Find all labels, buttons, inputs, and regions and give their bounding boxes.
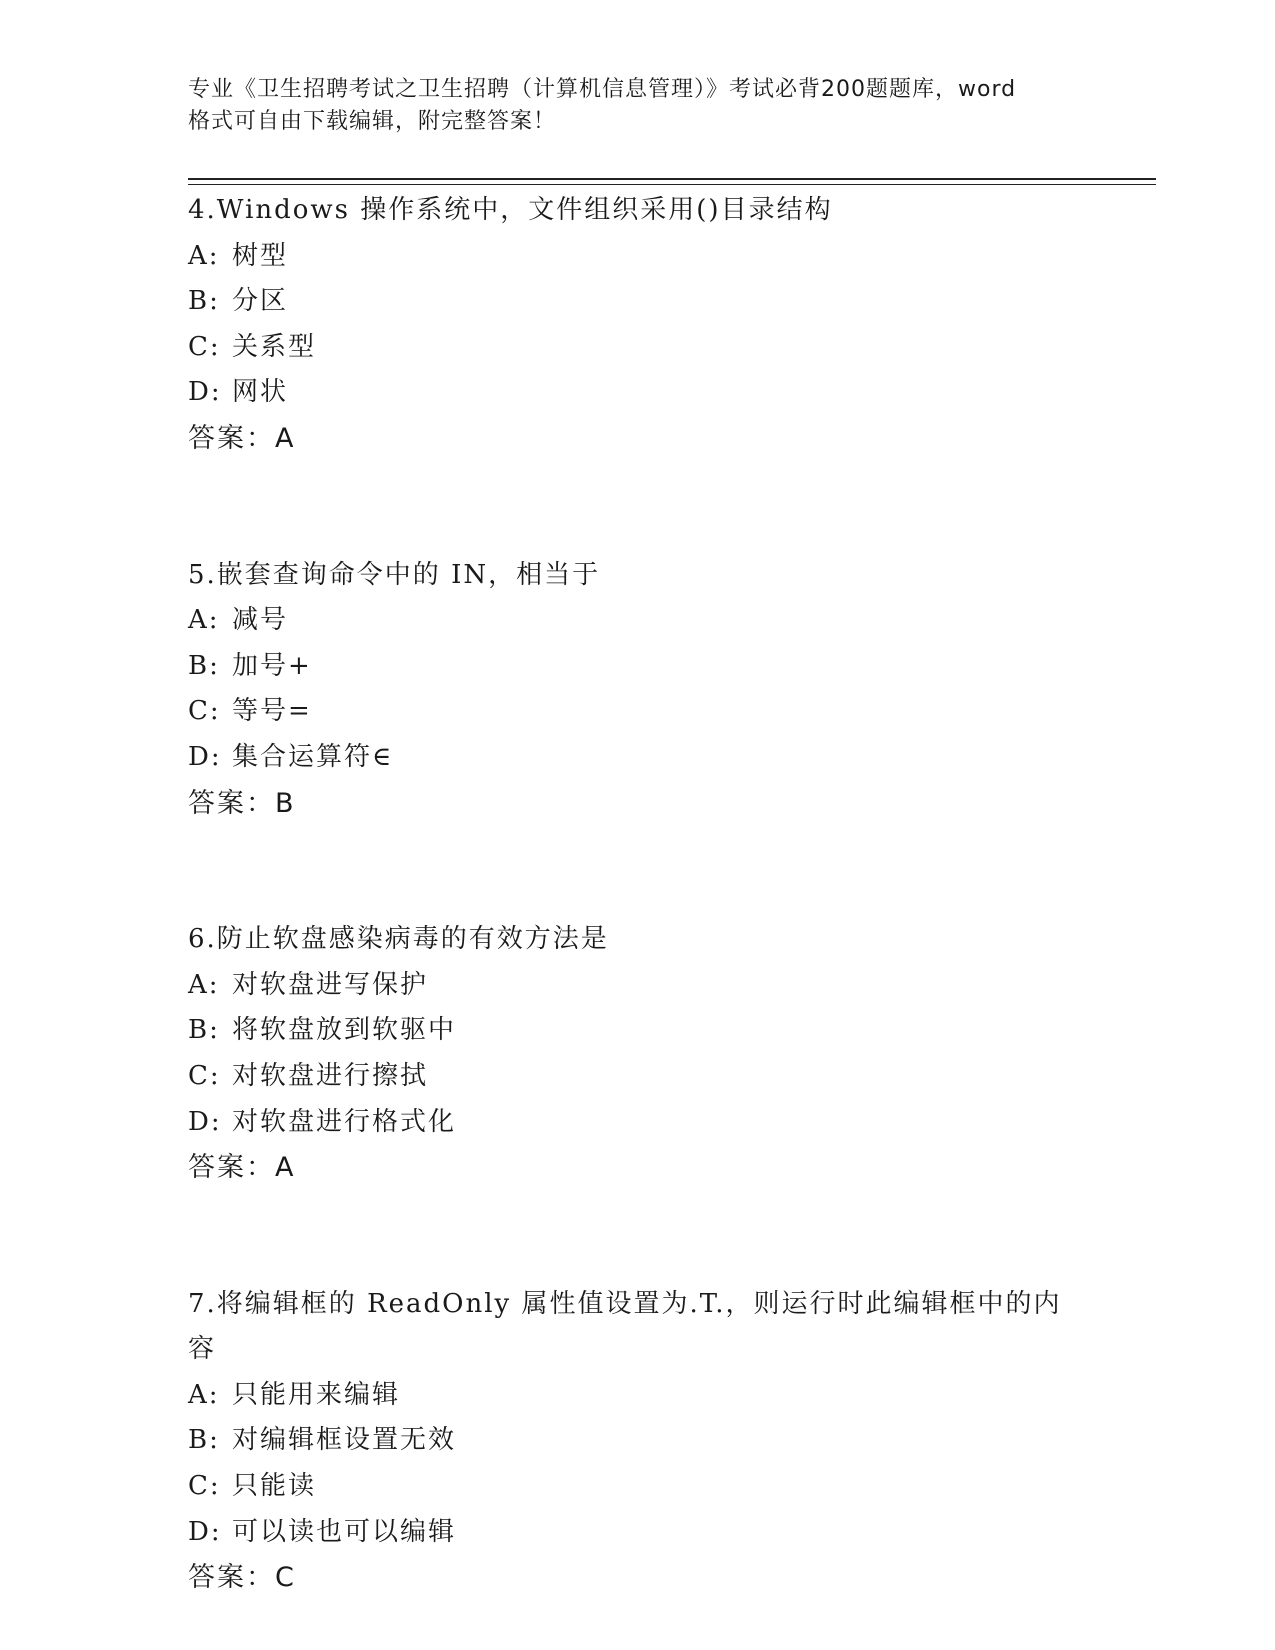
option-d — [188, 1510, 1088, 1556]
option-c — [188, 1054, 1088, 1100]
option-text: 只能用来编辑 — [232, 1379, 401, 1410]
header-title-line-1: 专业《卫生招聘考试之卫生招聘（计算机信息管理）》考试必背200题题库，word — [188, 77, 1017, 102]
option-c — [188, 325, 1088, 371]
option-a — [188, 598, 1088, 644]
answer-text: 答案：C — [188, 1562, 296, 1594]
header-divider-thin — [188, 184, 1156, 185]
option-a — [188, 963, 1088, 1009]
question-spacer — [188, 462, 1088, 553]
question-item — [188, 553, 1088, 918]
question-item — [188, 1282, 1088, 1601]
answer-text: 答案：B — [188, 787, 296, 819]
option-text: 等号= — [232, 696, 312, 727]
option-key: A: — [188, 1379, 220, 1410]
option-text: 对软盘进行擦拭 — [232, 1060, 429, 1091]
option-text: 集合运算符∈ — [232, 741, 394, 772]
option-key: D: — [188, 377, 222, 408]
option-a — [188, 1373, 1088, 1419]
option-c — [188, 689, 1088, 735]
option-key: B: — [188, 650, 220, 681]
option-key: C: — [188, 1060, 221, 1091]
option-text: 减号 — [232, 605, 289, 636]
option-text: 关系型 — [232, 331, 317, 362]
question-text: 5.嵌套查询命令中的 IN，相当于 — [188, 559, 601, 590]
option-key: B: — [188, 286, 220, 317]
question-text: 6.防止软盘感染病毒的有效方法是 — [188, 924, 609, 955]
option-text: 只能读 — [232, 1471, 317, 1502]
question-text: 4.Windows 操作系统中，文件组织采用()目录结构 — [188, 195, 833, 225]
option-key: A: — [188, 240, 220, 271]
question-item — [188, 188, 1088, 553]
option-key: C: — [188, 331, 221, 362]
document-header — [188, 74, 1088, 138]
question-list — [188, 188, 1088, 1601]
option-text: 树型 — [232, 240, 289, 271]
option-text: 将软盘放到软驱中 — [232, 1015, 457, 1046]
option-d — [188, 1100, 1088, 1146]
option-d — [188, 735, 1088, 781]
question-spacer — [188, 1191, 1088, 1282]
option-text: 对编辑框设置无效 — [232, 1425, 457, 1456]
option-key: C: — [188, 696, 221, 727]
option-key: B: — [188, 1425, 220, 1456]
option-text: 加号+ — [232, 650, 312, 681]
option-text: 对软盘进行格式化 — [232, 1106, 457, 1137]
option-key: C: — [188, 1471, 221, 1502]
answer-text: 答案：A — [188, 422, 296, 454]
option-key: D: — [188, 1106, 222, 1137]
question-text: 7.将编辑框的 ReadOnly 属性值设置为.T.，则运行时此编辑框中的内容 — [188, 1288, 1062, 1365]
question-item — [188, 917, 1088, 1282]
option-a — [188, 234, 1088, 280]
option-key: A: — [188, 605, 220, 636]
option-key: B: — [188, 1015, 220, 1046]
option-key: D: — [188, 741, 222, 772]
option-text: 可以读也可以编辑 — [232, 1516, 457, 1547]
option-key: A: — [188, 969, 220, 1000]
option-c — [188, 1464, 1088, 1510]
option-text: 分区 — [232, 286, 289, 317]
option-key: D: — [188, 1516, 222, 1547]
option-b — [188, 1418, 1088, 1464]
question-spacer — [188, 826, 1088, 917]
option-b — [188, 1008, 1088, 1054]
option-d — [188, 370, 1088, 416]
header-divider-thick — [188, 178, 1156, 180]
option-b — [188, 644, 1088, 690]
answer-text: 答案：A — [188, 1152, 296, 1184]
header-title-line-2: 格式可自由下载编辑，附完整答案！ — [188, 109, 557, 134]
option-text: 网状 — [232, 377, 289, 408]
option-b — [188, 279, 1088, 325]
option-text: 对软盘进写保护 — [232, 969, 429, 1000]
